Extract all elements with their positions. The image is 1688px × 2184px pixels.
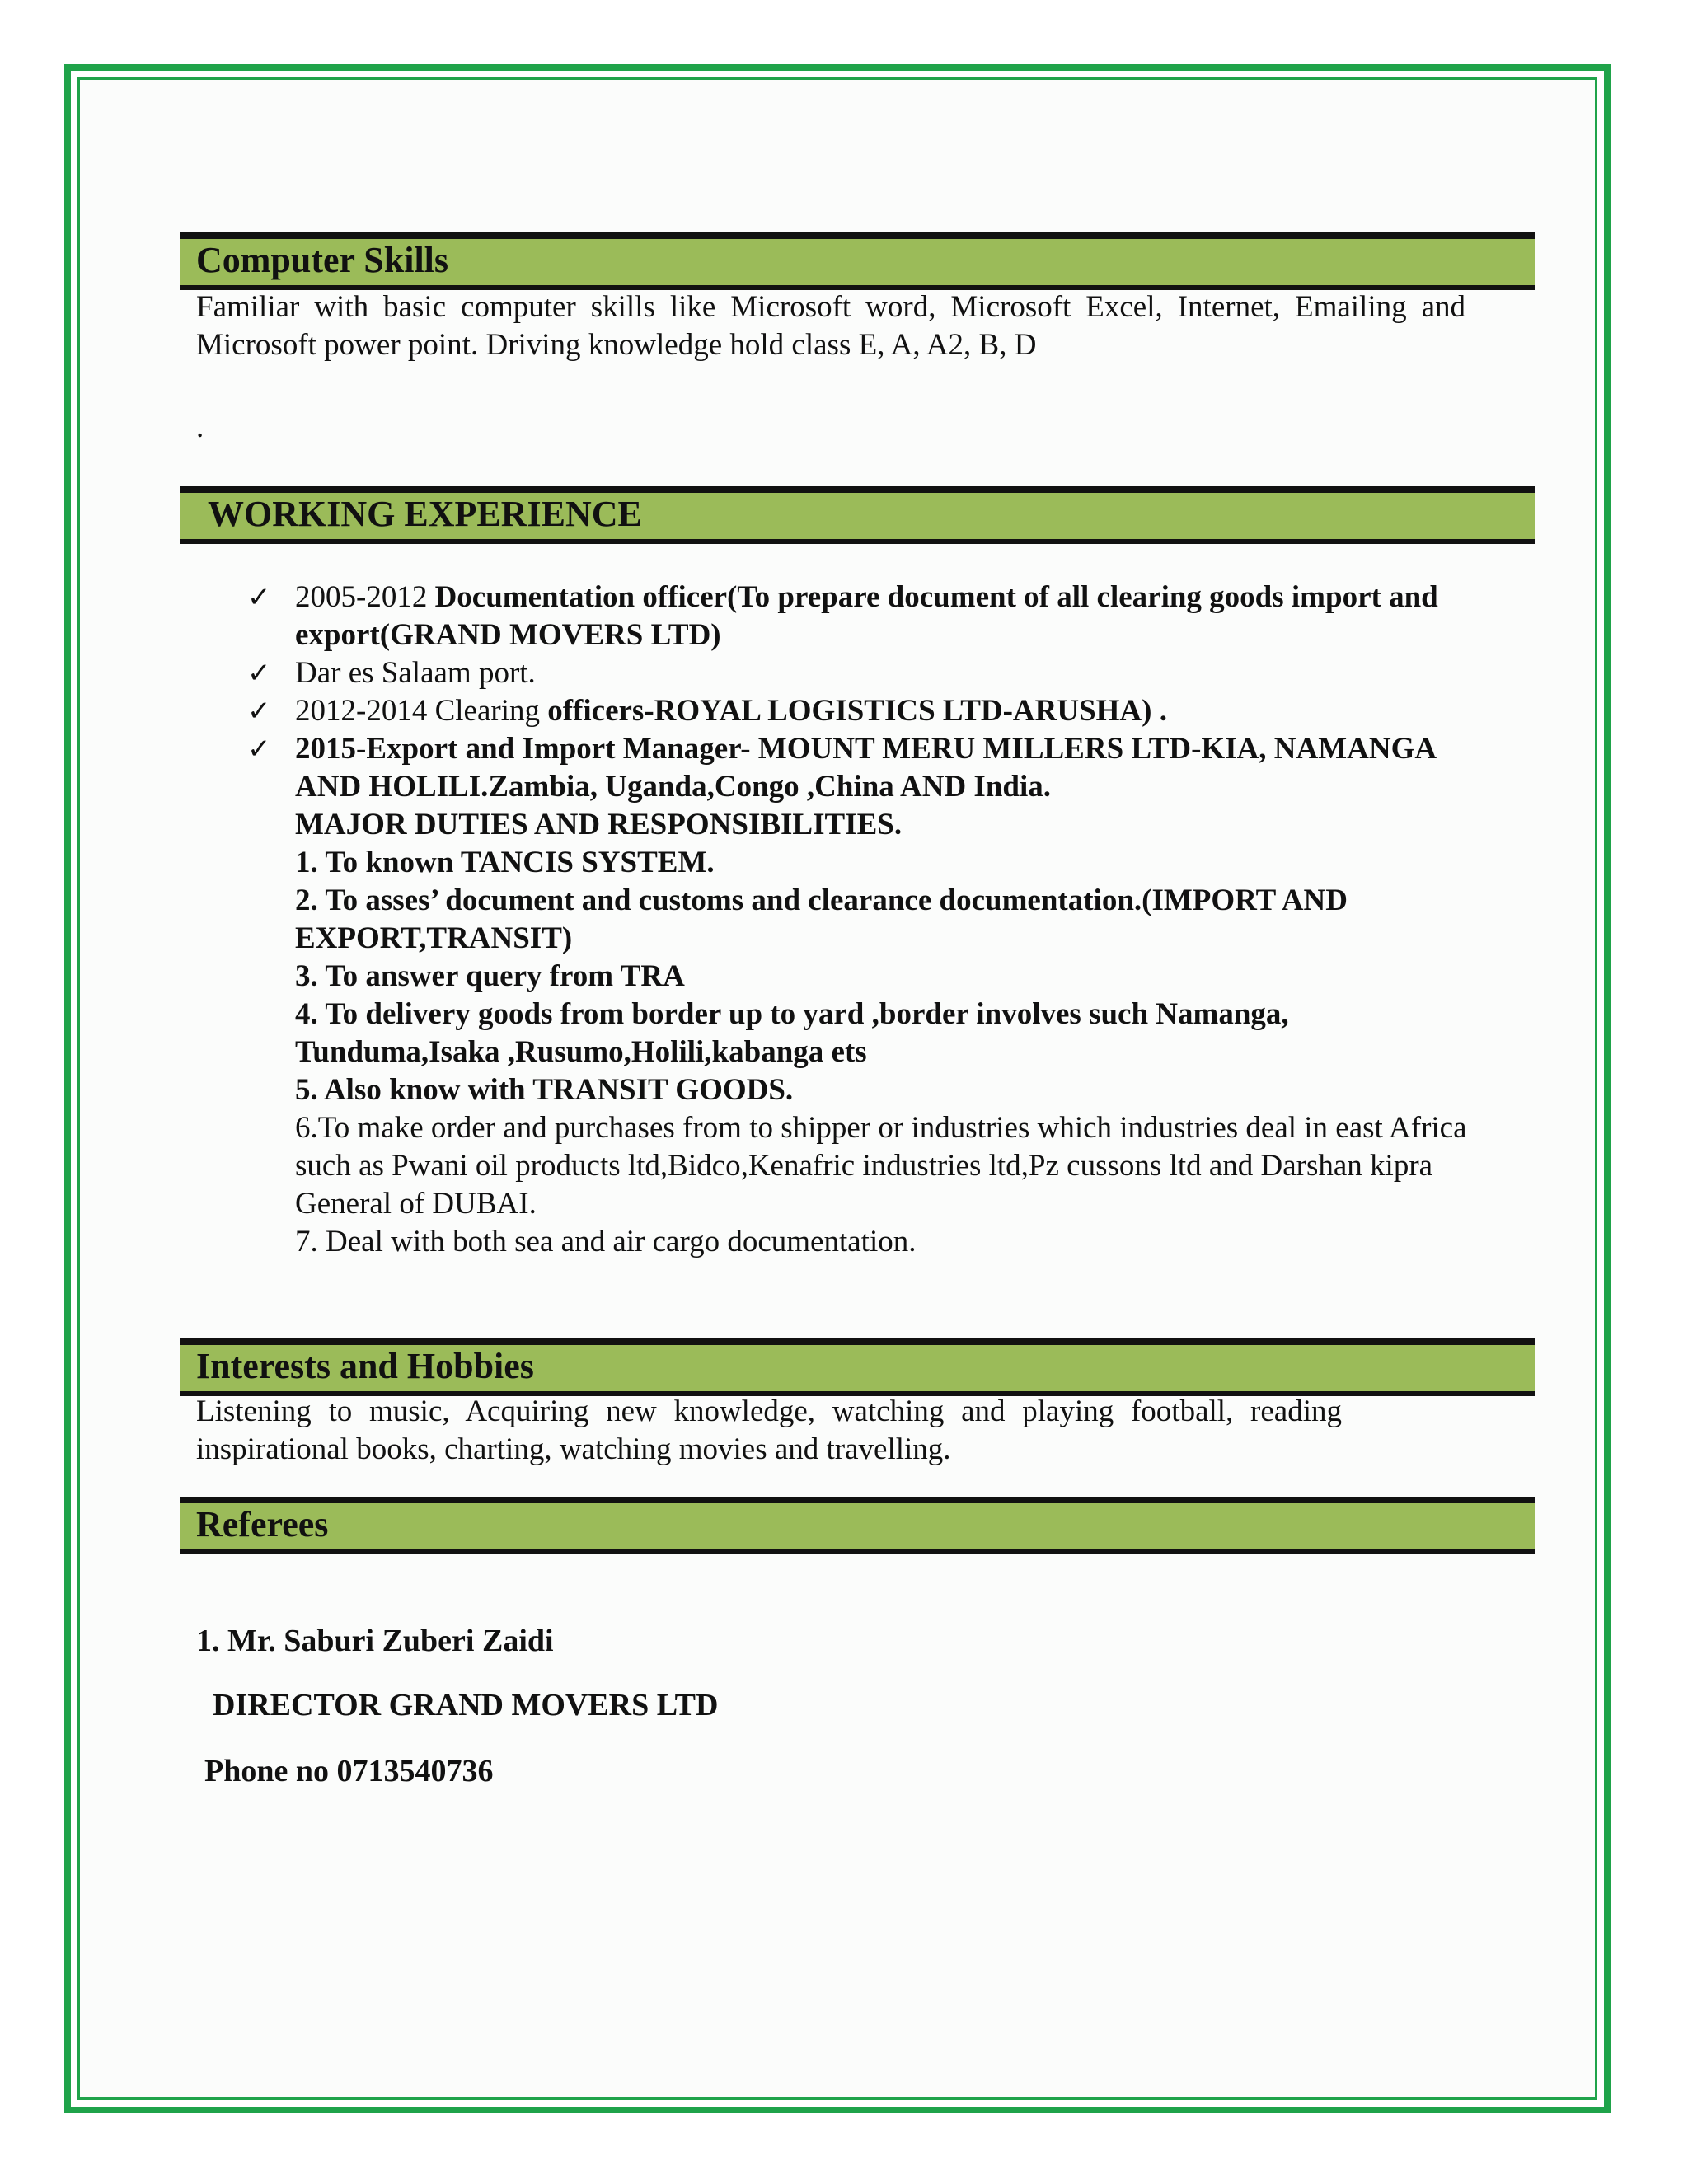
experience-item-prefix: 2005-2012	[295, 580, 435, 614]
duties-title: MAJOR DUTIES AND RESPONSIBILITIES.	[295, 808, 903, 841]
computer-skills-text: Familiar with basic computer skills like Microsoft word, Microsoft Excel, Internet, Emailing and Microsoft power point. Driving knowledge hold class E, A, A2, B, D	[196, 290, 1465, 362]
experience-item-prefix: 2012-2014 Clearing	[295, 694, 548, 728]
checkmark-icon: ✓	[247, 657, 271, 690]
referees-heading-text: Referees	[196, 1504, 329, 1544]
experience-item-text: Dar es Salaam port.	[295, 656, 536, 690]
computer-skills-heading-text: Computer Skills	[196, 240, 449, 280]
referees-heading	[180, 1497, 1535, 1554]
checkmark-icon: ✓	[247, 733, 271, 766]
duty-3: 3. To answer query from TRA	[295, 959, 685, 993]
checkmark-icon: ✓	[247, 695, 271, 728]
interests-text: Listening to music, Acquiring new knowledge, watching and playing football, reading inspirational books, charting, watching movies and travelling.	[196, 1394, 1342, 1466]
computer-skills-heading	[180, 232, 1535, 290]
duty-2: 2. To asses’ document and customs and clearance documentation.(IMPORT AND EXPORT,TRANSIT)	[295, 883, 1348, 955]
computer-skills-dot: .	[196, 410, 204, 444]
duty-7: 7. Deal with both sea and air cargo documentation.	[295, 1225, 917, 1258]
referee-title: DIRECTOR GRAND MOVERS LTD	[213, 1688, 719, 1722]
working-experience-heading-text: WORKING EXPERIENCE	[208, 494, 642, 534]
experience-item-bold: officers-ROYAL LOGISTICS LTD-ARUSHA) .	[547, 694, 1167, 728]
checkmark-icon: ✓	[247, 581, 271, 614]
experience-item	[247, 730, 1467, 1261]
duty-1: 1. To known TANCIS SYSTEM.	[295, 846, 715, 879]
experience-item-bold: Documentation officer(To prepare document of all clearing goods import and export(GRAND MOVERS LTD)	[295, 580, 1438, 652]
duty-6: 6.To make order and purchases from to shipper or industries which industries deal in east Africa such as Pwani oil products ltd,Bidco,Kenafric industries ltd,Pz cussons ltd and Darshan kipra General of DUBAI.	[295, 1111, 1467, 1221]
experience-item	[247, 654, 1467, 692]
experience-list	[247, 579, 1467, 1261]
duty-4: 4. To delivery goods from border up to yard ,border involves such Namanga, Tunduma,Isaka ,Rusumo,Holili,kabanga ets	[295, 997, 1289, 1069]
duty-5: 5. Also know with TRANSIT GOODS.	[295, 1073, 794, 1107]
referee-name: 1. Mr. Saburi Zuberi Zaidi	[196, 1624, 554, 1658]
interests-heading-text: Interests and Hobbies	[196, 1346, 534, 1386]
experience-item-bold: 2015-Export and Import Manager- MOUNT MERU MILLERS LTD-KIA, NAMANGA AND HOLILI.Zambia, Uganda,Congo ,China AND India.	[295, 732, 1436, 804]
experience-item	[247, 692, 1467, 730]
working-experience-heading	[180, 486, 1535, 544]
referee-phone: Phone no 0713540736	[204, 1754, 494, 1788]
experience-item	[247, 579, 1467, 654]
interests-heading	[180, 1338, 1535, 1396]
